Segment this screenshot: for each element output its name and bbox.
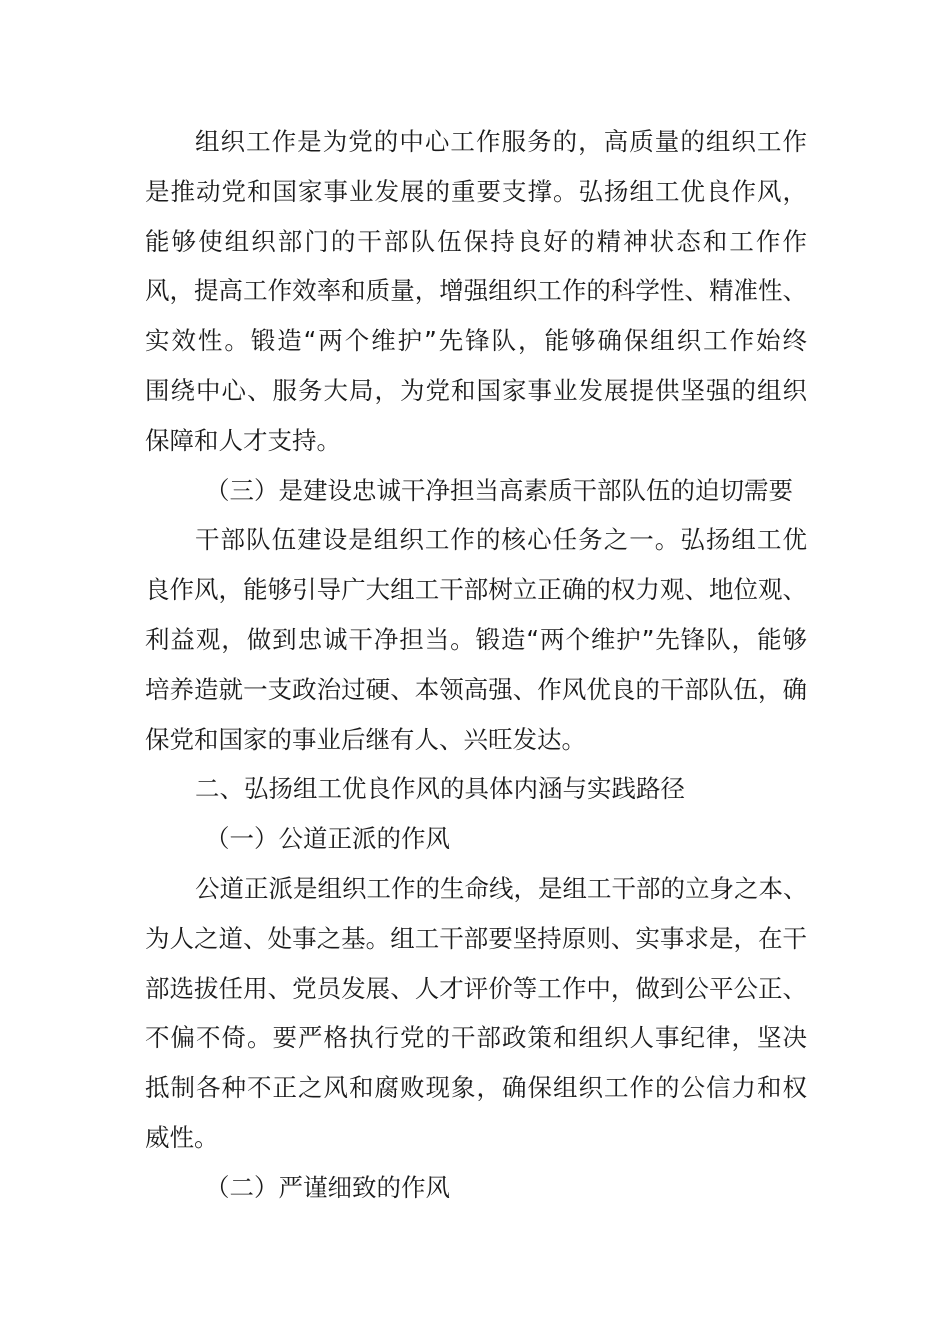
paragraph bbox=[145, 124, 807, 473]
text-line: 培养造就一支政治过硬、本领高强、作风优良的干部队伍，确 bbox=[145, 674, 807, 704]
subsection-heading bbox=[145, 1170, 807, 1220]
text-line: 利益观，做到忠诚干净担当。锻造“两个维护”先锋队，能够 bbox=[145, 624, 807, 654]
text-line: （三）是建设忠诚干净担当高素质干部队伍的迫切需要 bbox=[205, 475, 793, 505]
section-heading bbox=[145, 771, 807, 821]
text-line: 干部队伍建设是组织工作的核心任务之一。弘扬组工优 bbox=[195, 525, 807, 555]
text-line: 二、弘扬组工优良作风的具体内涵与实践路径 bbox=[195, 774, 685, 804]
text-line: 抵制各种不正之风和腐败现象，确保组织工作的公信力和权 bbox=[145, 1073, 807, 1103]
subsection-heading bbox=[145, 473, 807, 523]
text-line: 公道正派是组织工作的生命线，是组工干部的立身之本、 bbox=[195, 873, 808, 903]
text-line: 是推动党和国家事业发展的重要支撑。弘扬组工优良作风， bbox=[145, 176, 807, 206]
text-line: 组织工作是为党的中心工作服务的，高质量的组织工作 bbox=[195, 127, 807, 156]
text-line: 良作风，能够引导广大组工干部树立正确的权力观、地位观、 bbox=[145, 575, 807, 605]
text-line: （二）严谨细致的作风 bbox=[205, 1172, 450, 1202]
text-line: 为人之道、处事之基。组工干部要坚持原则、实事求是，在干 bbox=[145, 923, 807, 953]
text-line: 部选拔任用、党员发展、人才评价等工作中，做到公平公正、 bbox=[145, 973, 807, 1003]
document-body bbox=[145, 124, 807, 1220]
text-line: （一）公道正派的作风 bbox=[205, 824, 450, 854]
text-line: 能够使组织部门的干部队伍保持良好的精神状态和工作作 bbox=[145, 226, 807, 256]
text-line: 保党和国家的事业后继有人、兴旺发达。 bbox=[145, 724, 586, 754]
text-line: 围绕中心、服务大局，为党和国家事业发展提供坚强的组织 bbox=[145, 375, 807, 405]
text-line: 风，提高工作效率和质量，增强组织工作的科学性、精准性、 bbox=[145, 276, 807, 306]
subsection-heading bbox=[145, 821, 807, 871]
text-line: 不偏不倚。要严格执行党的干部政策和组织人事纪律，坚决 bbox=[145, 1023, 807, 1053]
paragraph bbox=[145, 871, 807, 1170]
text-line: 保障和人才支持。 bbox=[145, 425, 341, 455]
text-line: 威性。 bbox=[145, 1122, 219, 1152]
paragraph bbox=[145, 522, 807, 771]
text-line: 实效性。锻造“两个维护”先锋队，能够确保组织工作始终 bbox=[145, 326, 807, 356]
